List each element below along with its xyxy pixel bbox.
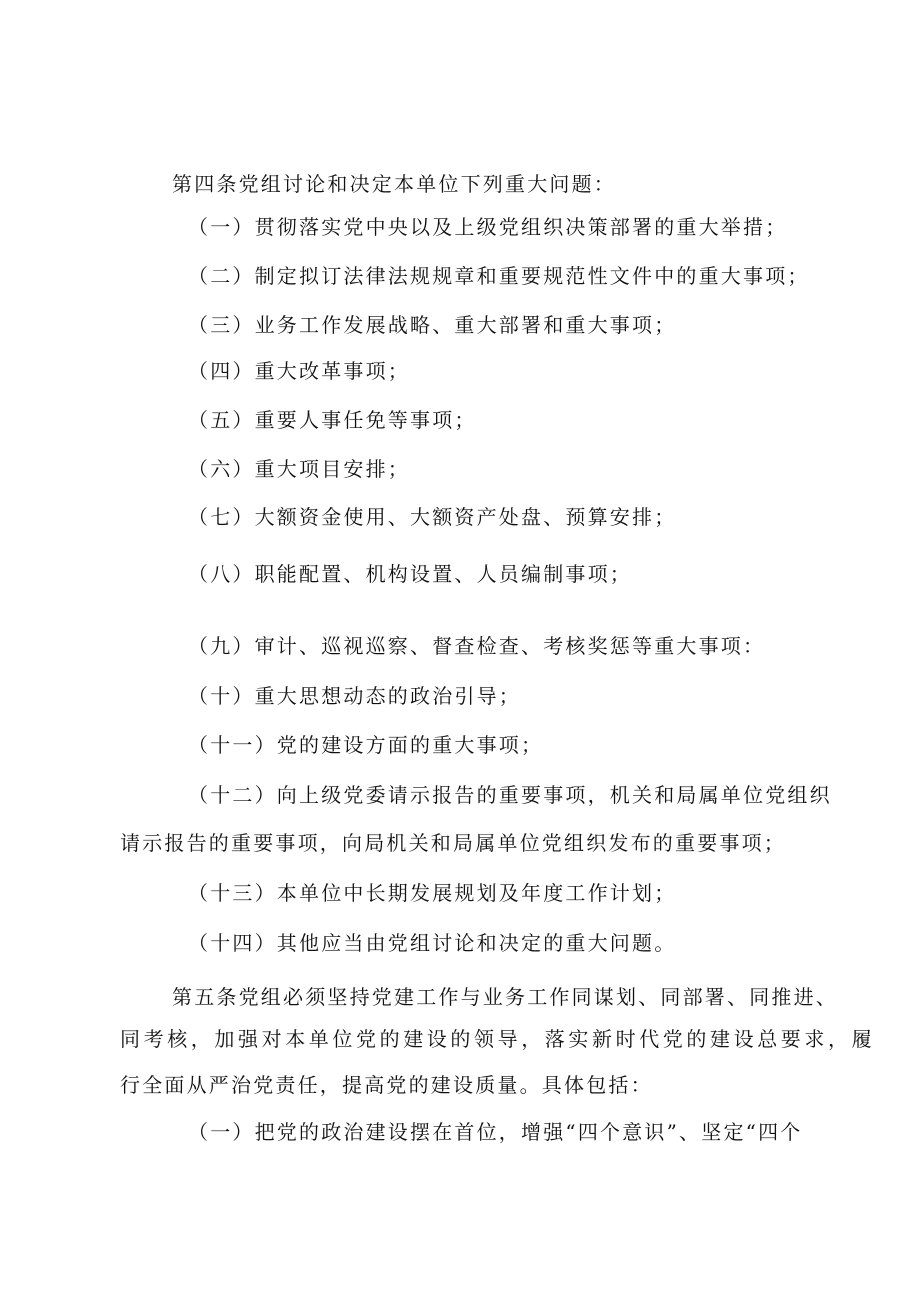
article-5-line-3: 行全面从严治党责任，提高党的建设质量。具体包括： [120,1073,653,1097]
article-4-item-7: （七）大额资金使用、大额资产处盘、预算安排； [188,505,677,529]
article-4-item-8: （八）职能配置、机构设置、人员编制事项； [188,562,632,586]
article-4-item-3: （三）业务工作发展战略、重大部署和重大事项； [188,313,677,337]
article-5-line-4: （一）把党的政治建设摆在首位，增强“四个意识”、坚定“四个 [188,1120,803,1144]
article-4-item-5: （五）重要人事任免等事项； [188,408,477,432]
article-4-item-13: （十三）本单位中长期发展规划及年度工作计划； [188,881,677,905]
article-4-item-12-line-2: 请示报告的重要事项，向局机关和局属单位党组织发布的重要事项； [120,831,786,855]
article-4-item-2: （二）制定拟订法律法规规章和重要规范性文件中的重大事项； [188,264,810,288]
article-5-line-2: 同考核，加强对本单位党的建设的领导，落实新时代党的建设总要求，履 [120,1027,876,1051]
article-4-item-6: （六）重大项目安排； [188,457,410,481]
article-4-item-10: （十）重大思想动态的政治引导； [188,684,521,708]
article-4-item-4: （四）重大改革事项； [188,359,410,383]
article-5-line-1: 第五条党组必须坚持党建工作与业务工作同谋划、同部署、同推进、 [172,985,838,1009]
article-4-heading: 第四条党组讨论和决定本单位下列重大问题： [172,172,616,196]
article-4-item-1: （一）贯彻落实党中央以及上级党组织决策部署的重大举措； [188,215,788,239]
article-4-item-9: （九）审计、巡视巡察、督查检查、考核奖惩等重大事项： [188,634,766,658]
article-4-item-14: （十四）其他应当由党组讨论和决定的重大问题。 [188,931,677,955]
article-4-item-12-line-1: （十二）向上级党委请示报告的重要事项，机关和局属单位党组织 [188,783,832,807]
article-4-item-11: （十一）党的建设方面的重大事项； [188,733,544,757]
